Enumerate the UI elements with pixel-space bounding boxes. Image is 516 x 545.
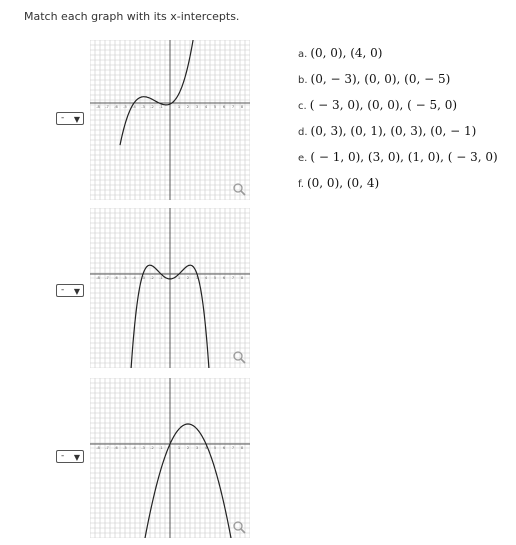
chevron-down-icon: ▼ [73, 115, 80, 124]
answer-select-2[interactable] [56, 284, 84, 297]
x-tick-label: -4 [132, 446, 136, 450]
graph-1-canvas [90, 40, 250, 200]
graph-2-canvas [90, 208, 250, 368]
x-tick-label: -5 [123, 446, 127, 450]
x-tick-label: -5 [123, 276, 127, 280]
x-tick-label: 2 [186, 446, 190, 450]
x-tick-label: -2 [150, 446, 154, 450]
x-tick-label: 7 [231, 105, 235, 109]
x-tick-label: -1 [159, 276, 163, 280]
answer-choice-a: a. (0, 0), (4, 0) [298, 46, 383, 60]
x-tick-label: -2 [150, 105, 154, 109]
x-tick-label: -6 [114, 105, 118, 109]
x-tick-label: -2 [150, 276, 154, 280]
x-tick-label: 4 [204, 276, 208, 280]
answer-choice-e: e. ( − 1, 0), (3, 0), (1, 0), ( − 3, 0) [298, 150, 498, 164]
x-tick-label: 6 [222, 105, 226, 109]
x-tick-label: -8 [96, 276, 100, 280]
x-tick-label: -1 [159, 446, 163, 450]
x-tick-label: -3 [141, 446, 145, 450]
magnifier-icon [234, 522, 245, 533]
graph-2 [90, 208, 250, 368]
x-tick-label: 1 [177, 276, 181, 280]
x-tick-label: -7 [105, 276, 109, 280]
x-tick-label: -7 [105, 446, 109, 450]
x-tick-label: 3 [195, 105, 199, 109]
chevron-down-icon: ▼ [73, 287, 80, 296]
x-tick-label: 2 [186, 105, 190, 109]
x-tick-label: 2 [186, 276, 190, 280]
x-tick-label: 1 [177, 446, 181, 450]
x-tick-label: 6 [222, 446, 226, 450]
magnifier-icon [234, 352, 245, 363]
x-tick-label: -3 [141, 276, 145, 280]
graph-1-curve [120, 40, 199, 145]
x-tick-label: 8 [240, 105, 244, 109]
x-tick-label: -7 [105, 105, 109, 109]
x-tick-label: 5 [213, 276, 217, 280]
graph-3 [90, 378, 250, 538]
x-tick-label: 8 [240, 276, 244, 280]
answer-choices [298, 44, 498, 200]
x-tick-label: -3 [141, 105, 145, 109]
answer-choice-c: c. ( − 3, 0), (0, 0), ( − 5, 0) [298, 98, 458, 112]
answer-choice-d: d. (0, 3), (0, 1), (0, 3), (0, − 1) [298, 124, 477, 138]
x-tick-label: -6 [114, 446, 118, 450]
select-value: - [61, 113, 65, 123]
answer-select-3[interactable] [56, 450, 84, 463]
graph-1 [90, 40, 250, 200]
x-tick-label: -5 [123, 105, 127, 109]
x-tick-label: 7 [231, 276, 235, 280]
graph-3-curve [142, 424, 235, 538]
x-tick-label: -4 [132, 276, 136, 280]
x-tick-label: -4 [132, 105, 136, 109]
magnifier-icon [234, 184, 245, 195]
x-tick-label: 3 [195, 446, 199, 450]
x-tick-label: 7 [231, 446, 235, 450]
x-tick-label: 4 [204, 105, 208, 109]
chevron-down-icon: ▼ [73, 453, 80, 462]
select-value: - [61, 285, 65, 295]
question-prompt: Match each graph with its x-intercepts. [24, 10, 240, 23]
x-tick-label: 5 [213, 105, 217, 109]
x-tick-label: 6 [222, 276, 226, 280]
x-tick-label: -6 [114, 276, 118, 280]
x-tick-label: 8 [240, 446, 244, 450]
x-tick-label: -8 [96, 105, 100, 109]
answer-select-1[interactable] [56, 112, 84, 125]
x-tick-label: 4 [204, 446, 208, 450]
x-tick-label: -8 [96, 446, 100, 450]
x-tick-label: 1 [177, 105, 181, 109]
x-tick-label: 3 [195, 276, 199, 280]
answer-choice-f: f. (0, 0), (0, 4) [298, 176, 380, 190]
x-tick-label: -1 [159, 105, 163, 109]
select-value: - [61, 451, 65, 461]
graph-3-canvas [90, 378, 250, 538]
x-tick-label: 5 [213, 446, 217, 450]
answer-choice-b: b. (0, − 3), (0, 0), (0, − 5) [298, 72, 451, 86]
